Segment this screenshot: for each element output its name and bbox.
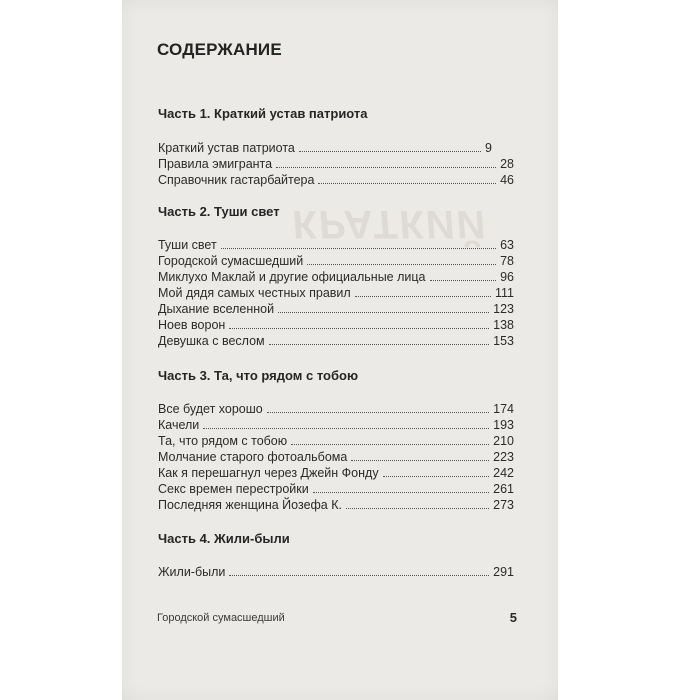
entry-title: Мой дядя самых честных правил [158, 286, 351, 300]
part-heading: Часть 4. Жили-были [158, 531, 290, 546]
entry-page: 9 [485, 141, 492, 155]
toc-entry [158, 334, 514, 350]
part-heading: Часть 3. Та, что рядом с тобою [158, 368, 359, 383]
dot-leader [269, 344, 490, 345]
toc-title: СОДЕРЖАНИЕ [157, 40, 282, 59]
entry-page: 261 [493, 482, 514, 496]
toc-entry [158, 498, 514, 514]
entry-page: 111 [494, 286, 514, 300]
toc-entry [158, 238, 514, 254]
toc-entry [158, 254, 514, 270]
entry-page: 123 [493, 302, 514, 316]
toc-entry [158, 450, 514, 466]
entry-page: 174 [493, 402, 514, 416]
entry-title: Молчание старого фотоальбома [158, 450, 348, 464]
toc-entry [158, 418, 514, 434]
dot-leader [276, 167, 496, 168]
entry-page: 210 [493, 434, 514, 448]
entry-page: 242 [493, 466, 514, 480]
toc-entry [158, 302, 514, 318]
dot-leader [351, 460, 489, 461]
entry-page: 78 [500, 254, 514, 268]
dot-leader [307, 264, 496, 265]
entry-title: Та, что рядом с тобою [158, 434, 288, 448]
dot-leader [221, 248, 496, 249]
dot-leader [229, 328, 489, 329]
dot-leader [383, 476, 490, 477]
entry-page: 193 [493, 418, 514, 432]
bleed-through-text: КРАТКИЙ [290, 202, 489, 246]
dot-leader [291, 444, 489, 445]
entry-title: Качели [158, 418, 200, 432]
book-page [122, 0, 558, 700]
part-heading: Часть 2. Туши свет [158, 204, 280, 219]
entry-page: 291 [493, 565, 514, 579]
toc-entry [158, 565, 514, 581]
entry-title: Туши свет [158, 238, 217, 252]
dot-leader [313, 492, 489, 493]
entry-title: Городской сумасшедший [158, 254, 304, 268]
entry-title: Последняя женщина Йозефа К. [158, 498, 342, 512]
toc-entry [158, 157, 514, 173]
running-title: Городской сумасшедший [157, 612, 285, 624]
page-number: 5 [509, 610, 517, 625]
toc-entry [158, 173, 514, 189]
dot-leader [299, 151, 481, 152]
entry-title: Жили-были [158, 565, 226, 579]
entry-page: 63 [500, 238, 514, 252]
entry-page: 28 [500, 157, 514, 171]
entry-title: Справочник гастарбайтера [158, 173, 315, 187]
dot-leader [267, 412, 489, 413]
entry-title: Все будет хорошо [158, 402, 263, 416]
entry-title: Дыхание вселенной [158, 302, 275, 316]
toc-entry [158, 141, 492, 157]
toc-entry [158, 402, 514, 418]
toc-entry [158, 270, 514, 286]
dot-leader [203, 428, 489, 429]
toc-entry [158, 286, 514, 302]
dot-leader [318, 183, 496, 184]
entry-page: 223 [493, 450, 514, 464]
entry-page: 138 [493, 318, 514, 332]
dot-leader [355, 296, 491, 297]
part-heading: Часть 1. Краткий устав патриота [158, 106, 368, 121]
toc-entry [158, 466, 514, 482]
entry-title: Как я перешагнул через Джейн Фонду [158, 466, 379, 480]
entry-title: Секс времен перестройки [158, 482, 309, 496]
dot-leader [346, 508, 489, 509]
entry-title: Правила эмигранта [158, 157, 273, 171]
entry-page: 153 [493, 334, 514, 348]
toc-entry [158, 318, 514, 334]
entry-title: Миклухо Маклай и другие официальные лица [158, 270, 426, 284]
entry-title: Краткий устав патриота [158, 141, 295, 155]
dot-leader [229, 575, 489, 576]
toc-entry [158, 434, 514, 450]
entry-page: 273 [493, 498, 514, 512]
entry-page: 46 [500, 173, 514, 187]
entry-page: 96 [500, 270, 514, 284]
entry-title: Девушка с веслом [158, 334, 265, 348]
toc-entry [158, 482, 514, 498]
entry-title: Ноев ворон [158, 318, 226, 332]
dot-leader [278, 312, 489, 313]
dot-leader [430, 280, 497, 281]
